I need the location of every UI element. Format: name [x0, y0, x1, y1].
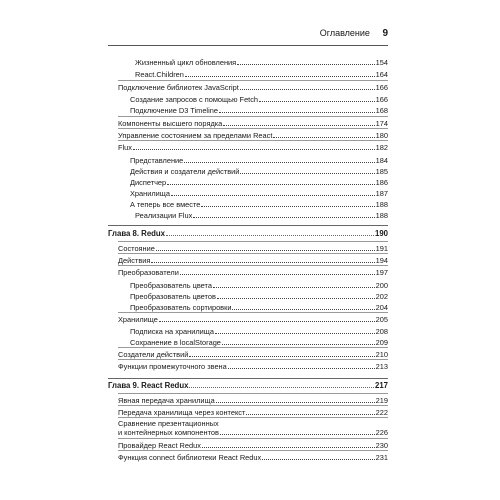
- toc-entry: Подписка на хранилища 208: [130, 327, 388, 336]
- toc-entry: Компоненты высшего порядка 174: [118, 119, 388, 128]
- header-page-number: 9: [382, 28, 388, 39]
- toc-entry: Жизненный цикл обновления 154: [135, 58, 388, 67]
- toc-entry: Создатели действий 210: [118, 350, 388, 359]
- toc-entry: Явная передача хранилища 219: [118, 396, 388, 405]
- toc-entry: Действия и создатели действий 185: [130, 167, 388, 176]
- toc-entry: Подключение D3 Timeline 168: [130, 106, 388, 115]
- toc-entry: Провайдер React Redux 230: [118, 441, 388, 450]
- header-title: Оглавление: [319, 28, 370, 38]
- toc-entry: Передача хранилища через контекст 222: [118, 408, 388, 417]
- toc-entry-multiline: Сравнение презентационных и контейнерных компонентов 226: [118, 419, 388, 437]
- toc-entry: Состояние 191: [118, 244, 388, 253]
- toc-entry: Хранилища 187: [130, 189, 388, 198]
- toc-entry: Диспетчер 186: [130, 178, 388, 187]
- toc-entry: Преобразователь сортировки 204: [130, 303, 388, 312]
- toc-entry: Функция connect библиотеки React Redux 231: [118, 453, 388, 462]
- toc-entry: React.Children 164: [135, 70, 388, 79]
- toc-entry: Функции промежуточного звена 213: [118, 362, 388, 371]
- toc-entry: Преобразователи 197: [118, 268, 388, 277]
- toc-entry: Действия 194: [118, 256, 388, 265]
- toc-entry: А теперь все вместе 188: [130, 200, 388, 209]
- toc-entry: Реализации Flux 188: [135, 211, 388, 220]
- toc-entry: Подключение библиотек JavaScript 166: [118, 83, 388, 92]
- toc-entry: Преобразователь цветов 202: [130, 292, 388, 301]
- toc-chapter: Глава 9. React Redux 217: [108, 381, 388, 390]
- chapter-rule: [108, 225, 388, 226]
- toc-entry: Flux 182: [118, 143, 388, 152]
- entry-rule: [118, 417, 388, 418]
- toc-entry: Управление состоянием за пределами React 180: [118, 131, 388, 140]
- toc-entry: Сохранение в localStorage 209: [130, 338, 388, 347]
- toc-entry: Представление 184: [130, 156, 388, 165]
- toc-entry: Хранилище 205: [118, 315, 388, 324]
- toc-entry: Создание запросов с помощью Fetch 166: [130, 95, 388, 104]
- toc-entry: Преобразователь цвета 200: [130, 281, 388, 290]
- toc-chapter: Глава 8. Redux 190: [108, 229, 388, 238]
